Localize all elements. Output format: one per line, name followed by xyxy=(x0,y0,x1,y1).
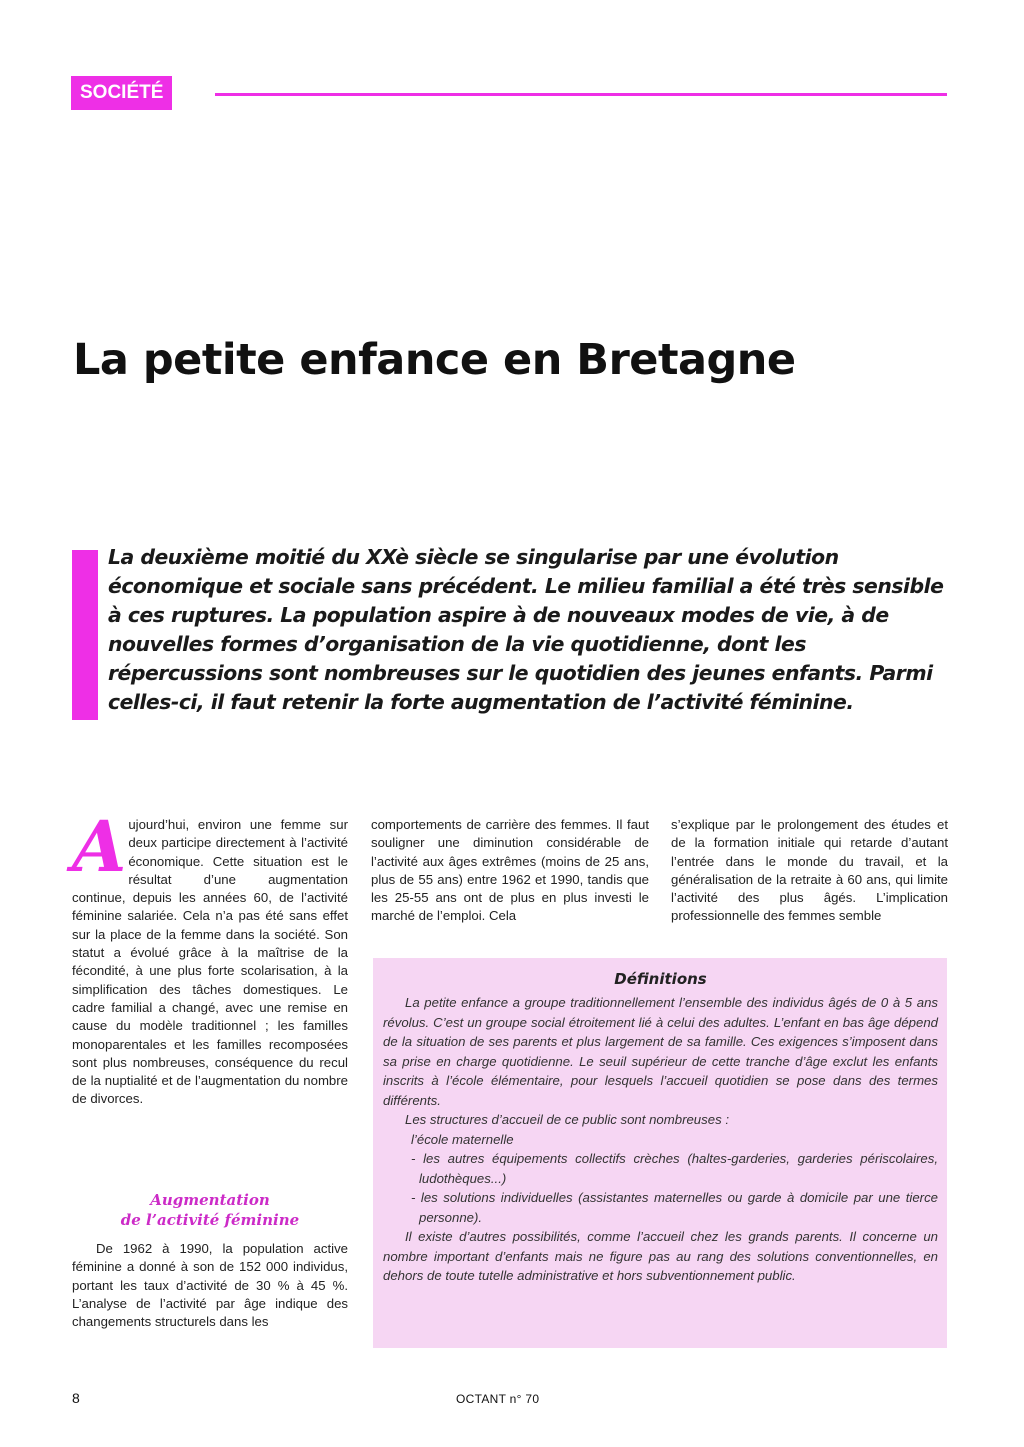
body-column-3: s’explique par le prolongement des études et de la formation initiale qui retarde d’autant l’entrée dans le monde du travail, et la généralisation de la retraite à 60 ans, qui limite l’activité des plus âgés. L’implication professionnelle des femmes semble xyxy=(671,817,948,924)
definitions-paragraph-3: Il existe d’autres possibilités, comme l’accueil chez les grands parents. Il concerne un nombre important d’enfants mais ne figure pas au rang des solutions conventionnelles, en dehors de toute tutelle administrative et hors subventionnement public. xyxy=(383,1229,938,1283)
body-column-1-continued: De 1962 à 1990, la population active féminine a donné à son de 152 000 individus, portant les taux d’activité de 30 % à 45 %. L’analyse de l’activité par âge indique des changements structurels dans les xyxy=(72,1241,348,1330)
definitions-list-item-2: - les autres équipements collectifs crèches (haltes-garderies, garderies périscolaires, ludothèques...) xyxy=(411,1151,938,1186)
definitions-title: Définitions xyxy=(614,970,707,988)
body-column-1-text: ujourd’hui, environ une femme sur deux participe directement à l’activité économique. Cette situation est le résultat d’une augmentation continue, depuis les années 60, de l’activité féminine salariée. Cela n’a pas été sans effet sur la place de la femme dans la société. Son statut a évolué grâce à la maîtrise de la fécondité, à une plus forte scolarisation, à la simplification des tâches domestiques. Le cadre familial a changé, avec une remise en cause du modèle traditionnel ; les familles monoparentales et les familles recomposées sont plus nombreuses, conséquence du recul de la nuptialité et de l’augmentation du nombre de divorces. xyxy=(72,817,348,1107)
page-number: 8 xyxy=(72,1390,80,1406)
definitions-list-item-3: - les solutions individuelles (assistantes maternelles ou garde à domicile par une tierce personne). xyxy=(411,1190,938,1225)
subheading-line-1: Augmentation xyxy=(150,1191,270,1209)
drop-cap: A xyxy=(72,805,127,888)
definitions-box xyxy=(373,958,947,1348)
definitions-paragraph-1: La petite enfance a groupe traditionnellement l’ensemble des individus âgés de 0 à 5 ans révolus. C’est un groupe social étroitement lié à celui des adultes. L’enfant en bas âge dépend de la situation de ses parents et plus largement de sa famille. Ces exigences s’imposent dans sa prise en charge quotidienne. Le seuil supérieur de cette tranche d’âge exclut les enfants inscrits à l’école élémentaire, pour lesquels l’accueil quotidien se pose dans des termes différents. xyxy=(383,995,938,1108)
section-label: SOCIÉTÉ xyxy=(71,76,172,110)
lead-paragraph: La deuxième moitié du XXè siècle se singularise par une évolution économique et sociale sans précédent. Le milieu familial a été très sensible à ces ruptures. La population aspire à de nouveaux modes de vie, à de nouvelles formes d’organisation de la vie quotidienne, dont les répercussions sont nombreuses sur le quotidien des jeunes enfants. Parmi celles-ci, il faut retenir la forte augmentation de l’activité féminine. xyxy=(108,545,944,714)
body-column-2: comportements de carrière des femmes. Il faut souligner une diminution considérable de l’activité aux âges extrêmes (moins de 25 ans, plus de 55 ans) entre 1962 et 1990, tandis que les 25-55 ans ont de plus en plus investi le marché de l’emploi. Cela xyxy=(371,817,649,924)
body-column-1 xyxy=(72,805,348,1109)
lead-accent-bar xyxy=(72,550,98,720)
subheading xyxy=(72,1190,348,1230)
footer-publication: OCTANT n° 70 xyxy=(456,1392,540,1406)
definitions-paragraph-2: Les structures d’accueil de ce public sont nombreuses : xyxy=(405,1112,729,1127)
section-rule xyxy=(215,93,947,96)
definitions-list-item-1: l’école maternelle xyxy=(411,1131,514,1147)
page-title: La petite enfance en Bretagne xyxy=(73,335,796,385)
definitions-body xyxy=(383,993,938,1286)
subheading-line-2: de l’activité féminine xyxy=(120,1211,300,1229)
